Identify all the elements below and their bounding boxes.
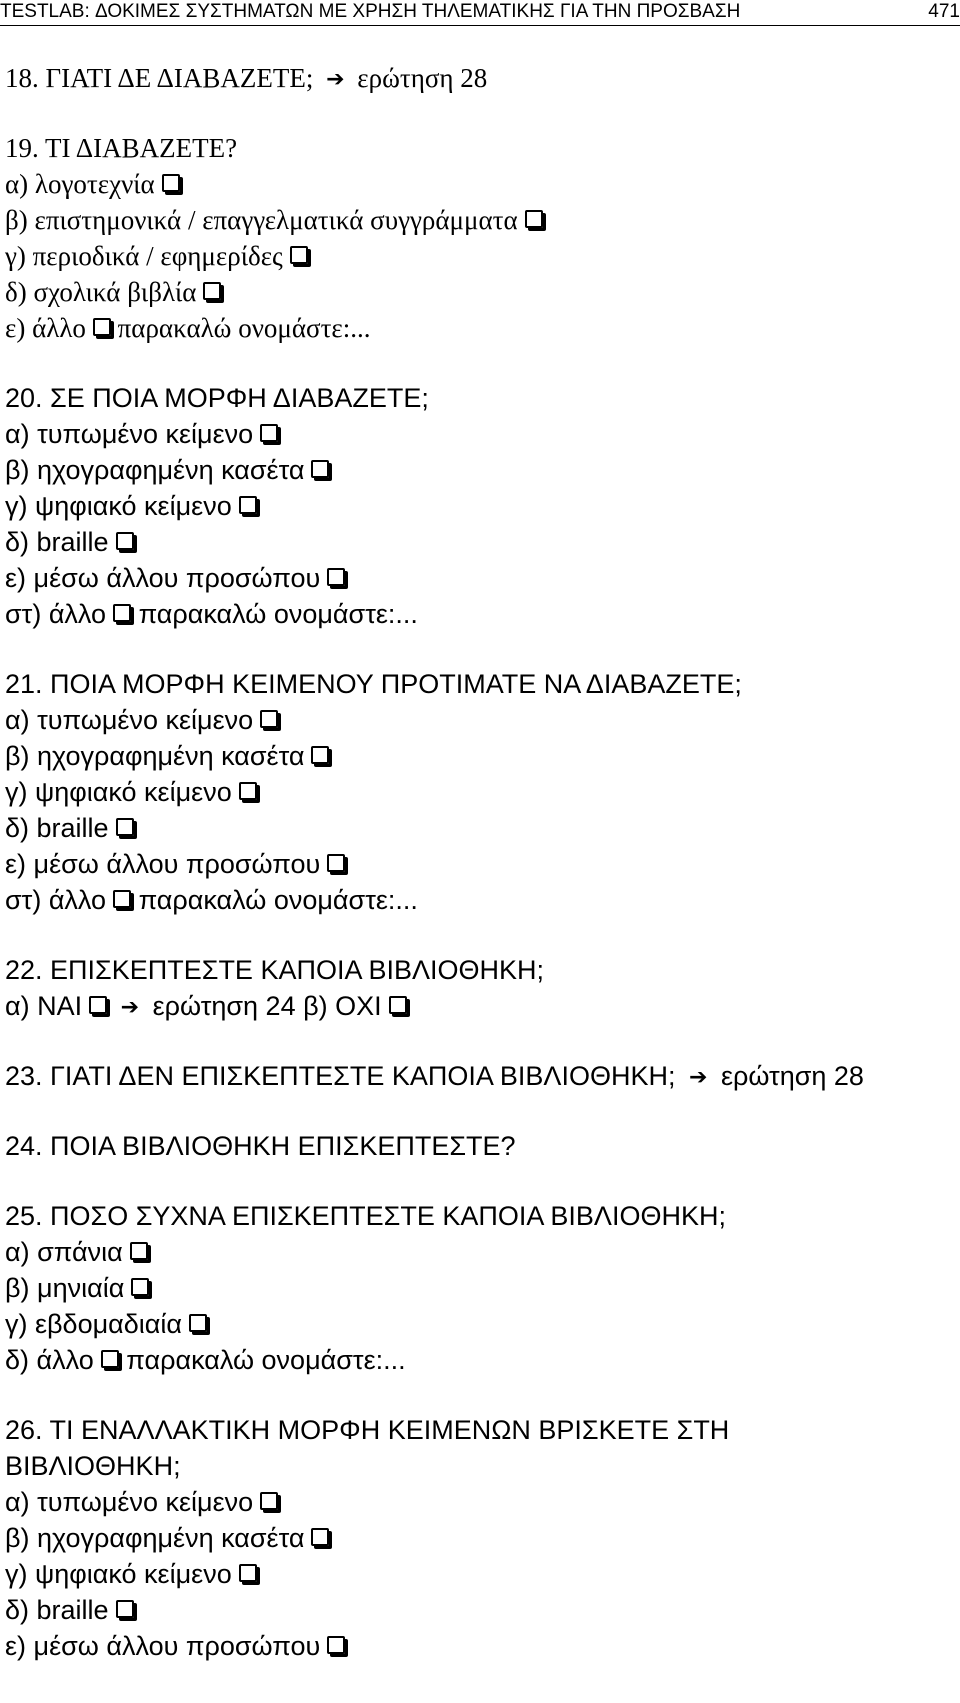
page-header: [0, 0, 960, 26]
option-label: ε) μέσω άλλου προσώπου: [5, 563, 321, 593]
question-18: [5, 60, 955, 96]
checkbox-icon[interactable]: [239, 496, 257, 514]
option-label: στ) άλλο: [5, 599, 107, 629]
option-label: δ) άλλο: [5, 1345, 94, 1375]
option-row-other: [5, 1342, 955, 1378]
question-25: [5, 1198, 955, 1234]
checkbox-icon[interactable]: [116, 532, 134, 550]
question-text: 24. ΠΟΙΑ ΒΙΒΛΙΟΘΗΚΗ ΕΠΙΣΚΕΠΤΕΣΤΕ?: [5, 1131, 516, 1161]
checkbox-icon[interactable]: [116, 818, 134, 836]
option-label: ε) μέσω άλλου προσώπου: [5, 849, 321, 879]
option-label: στ) άλλο: [5, 885, 107, 915]
checkbox-icon[interactable]: [162, 174, 180, 192]
question-22: [5, 952, 955, 988]
option-row: [5, 238, 955, 274]
question-20: [5, 380, 955, 416]
checkbox-icon[interactable]: [113, 890, 131, 908]
checkbox-icon[interactable]: [311, 460, 329, 478]
question-23: [5, 1058, 955, 1094]
question-text: ΒΙΒΛΙΟΘΗΚΗ;: [5, 1451, 181, 1481]
yes-label: α) ΝΑΙ: [5, 991, 83, 1021]
option-label: β) επιστημονικά / επαγγελματικά συγγράμματα: [5, 205, 518, 235]
option-row: [5, 560, 955, 596]
questionnaire-content: [5, 60, 955, 1664]
option-row: [5, 738, 955, 774]
option-row: [5, 416, 955, 452]
option-row: [5, 488, 955, 524]
checkbox-icon[interactable]: [327, 1636, 345, 1654]
checkbox-icon[interactable]: [93, 318, 111, 336]
option-label: β) ηχογραφημένη κασέτα: [5, 455, 305, 485]
question-text: 25. ΠΟΣΟ ΣΥΧΝΑ ΕΠΙΣΚΕΠΤΕΣΤΕ ΚΑΠΟΙΑ ΒΙΒΛΙΟΘΗΚΗ;: [5, 1201, 726, 1231]
checkbox-icon[interactable]: [113, 604, 131, 622]
option-label: δ) braille: [5, 1595, 109, 1625]
checkbox-icon[interactable]: [239, 1564, 257, 1582]
option-row: [5, 774, 955, 810]
option-row: [5, 1556, 955, 1592]
option-row-other: [5, 310, 955, 346]
option-label: α) τυπωμένο κείμενο: [5, 419, 254, 449]
option-label: β) ηχογραφημένη κασέτα: [5, 1523, 305, 1553]
option-row: [5, 166, 955, 202]
other-prompt: παρακαλώ ονομάστε:...: [138, 885, 418, 915]
option-row: [5, 810, 955, 846]
option-row: [5, 524, 955, 560]
checkbox-icon[interactable]: [525, 210, 543, 228]
option-row: [5, 1270, 955, 1306]
checkbox-icon[interactable]: [203, 282, 221, 300]
right-arrow-icon: ➔: [326, 67, 345, 92]
checkbox-icon[interactable]: [327, 854, 345, 872]
option-label: γ) ψηφιακό κείμενο: [5, 1559, 232, 1589]
question-24: [5, 1128, 955, 1164]
checkbox-icon[interactable]: [239, 782, 257, 800]
question-text: 20. ΣΕ ΠΟΙΑ ΜΟΡΦΗ ΔΙΑΒΑΖΕΤΕ;: [5, 383, 429, 413]
option-label: ε) μέσω άλλου προσώπου: [5, 1631, 321, 1661]
option-label: α) τυπωμένο κείμενο: [5, 1487, 254, 1517]
option-row: [5, 1520, 955, 1556]
option-label: α) τυπωμένο κείμενο: [5, 705, 254, 735]
option-label: β) μηνιαία: [5, 1273, 125, 1303]
checkbox-icon[interactable]: [130, 1242, 148, 1260]
page-number: 471: [928, 1, 960, 22]
goto-text: ερώτηση 24: [152, 991, 296, 1021]
option-label: γ) εβδομαδιαία: [5, 1309, 183, 1339]
option-row: [5, 202, 955, 238]
option-row: [5, 274, 955, 310]
option-row: [5, 1234, 955, 1270]
checkbox-icon[interactable]: [260, 1492, 278, 1510]
checkbox-icon[interactable]: [290, 246, 308, 264]
right-arrow-icon: ➔: [120, 995, 140, 1020]
question-19: [5, 130, 955, 166]
checkbox-icon[interactable]: [260, 710, 278, 728]
other-prompt: παρακαλώ ονομάστε:...: [138, 599, 418, 629]
option-row-other: [5, 596, 955, 632]
header-title: TESTLAB: ΔΟΚΙΜΕΣ ΣΥΣΤΗΜΑΤΩΝ ΜΕ ΧΡΗΣΗ ΤΗΛΕΜΑΤΙΚΗΣ ΓΙΑ ΤΗΝ ΠΡΟΣΒΑΣΗ: [0, 1, 741, 22]
other-prompt: παρακαλώ ονομάστε:...: [117, 313, 371, 343]
option-label: ε) άλλο: [5, 313, 86, 343]
no-label: β) ΟΧΙ: [303, 991, 382, 1021]
option-row: [5, 1592, 955, 1628]
checkbox-icon[interactable]: [311, 1528, 329, 1546]
question-text: 21. ΠΟΙΑ ΜΟΡΦΗ ΚΕΙΜΕΝΟΥ ΠΡΟΤΙΜΑΤΕ ΝΑ ΔΙΑΒΑΖΕΤΕ;: [5, 669, 742, 699]
question-text: 26. ΤΙ ΕΝΑΛΛΑΚΤΙΚΗ ΜΟΡΦΗ ΚΕΙΜΕΝΩΝ ΒΡΙΣΚΕΤΕ ΣΤΗ: [5, 1415, 730, 1445]
option-label: δ) braille: [5, 527, 109, 557]
option-label: α) λογοτεχνία: [5, 169, 155, 199]
checkbox-icon[interactable]: [189, 1314, 207, 1332]
question-text: 18. ΓΙΑΤΙ ΔΕ ΔΙΑΒΑΖΕΤΕ;: [5, 63, 314, 93]
checkbox-icon[interactable]: [89, 996, 107, 1014]
option-label: α) σπάνια: [5, 1237, 123, 1267]
question-21: [5, 666, 955, 702]
question-text: 19. ΤΙ ΔΙΑΒΑΖΕΤΕ?: [5, 133, 238, 163]
checkbox-icon[interactable]: [260, 424, 278, 442]
option-row: [5, 1484, 955, 1520]
option-row: [5, 846, 955, 882]
option-label: β) ηχογραφημένη κασέτα: [5, 741, 305, 771]
goto-text: ερώτηση 28: [720, 1061, 864, 1091]
option-label: γ) περιοδικά / εφημερίδες: [5, 241, 283, 271]
question-text: 22. ΕΠΙΣΚΕΠΤΕΣΤΕ ΚΑΠΟΙΑ ΒΙΒΛΙΟΘΗΚΗ;: [5, 955, 545, 985]
question-text: 23. ΓΙΑΤΙ ΔΕΝ ΕΠΙΣΚΕΠΤΕΣΤΕ ΚΑΠΟΙΑ ΒΙΒΛΙΟΘΗΚΗ;: [5, 1061, 676, 1091]
other-prompt: παρακαλώ ονομάστε:...: [126, 1345, 406, 1375]
checkbox-icon[interactable]: [116, 1600, 134, 1618]
checkbox-icon[interactable]: [389, 996, 407, 1014]
option-row: [5, 702, 955, 738]
option-row: [5, 1628, 955, 1664]
option-label: γ) ψηφιακό κείμενο: [5, 491, 232, 521]
option-row: [5, 1306, 955, 1342]
question-26-continued: [5, 1448, 955, 1484]
goto-text: ερώτηση 28: [357, 63, 488, 93]
option-label: δ) σχολικά βιβλία: [5, 277, 197, 307]
checkbox-icon[interactable]: [131, 1278, 149, 1296]
option-label: γ) ψηφιακό κείμενο: [5, 777, 232, 807]
checkbox-icon[interactable]: [101, 1350, 119, 1368]
option-row-other: [5, 882, 955, 918]
option-label: δ) braille: [5, 813, 109, 843]
question-26: [5, 1412, 955, 1448]
option-row: [5, 452, 955, 488]
checkbox-icon[interactable]: [327, 568, 345, 586]
checkbox-icon[interactable]: [311, 746, 329, 764]
yes-no-row: [5, 988, 955, 1024]
right-arrow-icon: ➔: [689, 1065, 708, 1090]
